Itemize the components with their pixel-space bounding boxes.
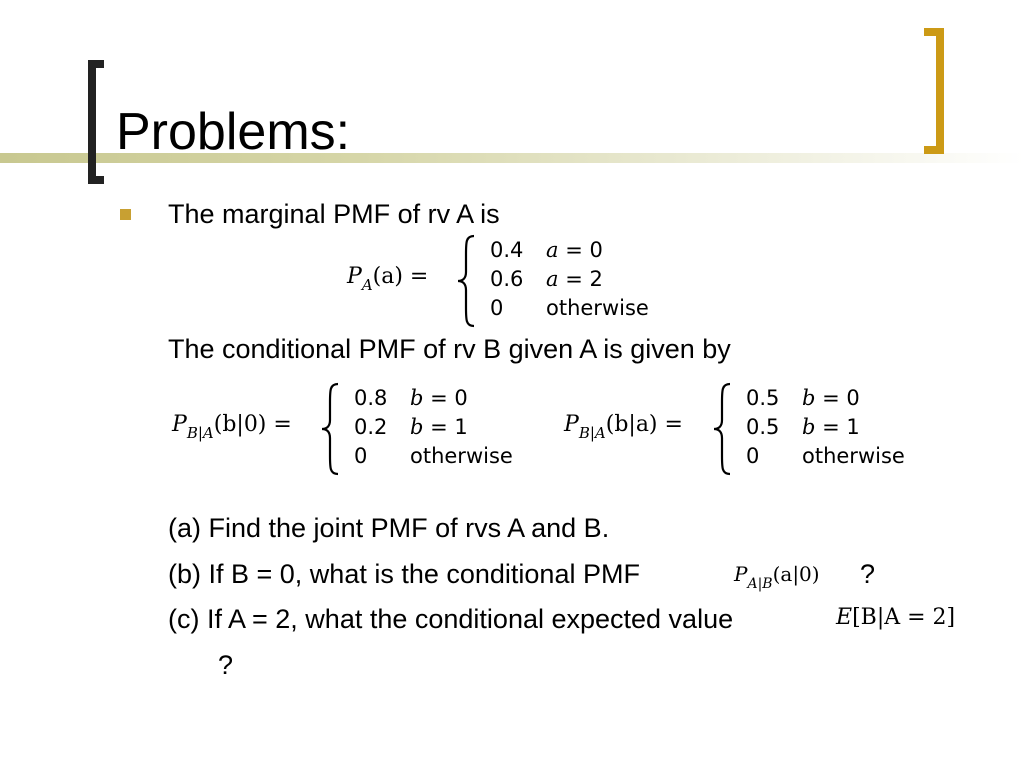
pa-row-value: 0.6 [490, 267, 524, 291]
pa-brace [456, 234, 478, 328]
pa-lhs [347, 264, 429, 294]
pba-lhs-arg: (b|a) = [605, 412, 683, 437]
pa-row-cond: = 2 [558, 267, 603, 291]
pa-row-var: a [546, 267, 559, 291]
pb0-row-var: b [410, 415, 424, 439]
pba-row-value: 0.5 [746, 386, 780, 410]
pb0-row-cond: = 1 [423, 415, 468, 439]
pba-brace [712, 382, 734, 476]
pba-row-var: b [802, 386, 816, 410]
pa-lhs-arg: (a) = [372, 264, 429, 289]
pba-row-cond: otherwise [802, 444, 905, 468]
pab-arg: (a|0) [772, 562, 820, 586]
pb0-row [354, 413, 513, 442]
question-c-text: (c) If A = 2, what the conditional expected value [168, 604, 734, 634]
pba-row-value: 0 [746, 444, 760, 468]
question-b-text: (b) If B = 0, what is the conditional PMF [168, 559, 640, 589]
pba-row [746, 442, 905, 471]
pb0-row-value: 0.8 [354, 386, 388, 410]
expected-arg: [B|A = 2] [852, 605, 956, 630]
pba-cases [746, 384, 905, 471]
pa-row-var: a [546, 238, 559, 262]
pa-row-cond: otherwise [546, 296, 649, 320]
slide-title: Problems: [116, 103, 351, 161]
pb0-row [354, 384, 513, 413]
pba-row-value: 0.5 [746, 415, 780, 439]
pa-lhs-sub: A [361, 276, 373, 294]
pb0-lhs-p: P [172, 412, 187, 437]
pb0-cases [354, 384, 513, 471]
right-bracket-decoration [924, 28, 944, 154]
expected-e: E [836, 605, 853, 630]
pb0-row [354, 442, 513, 471]
pba-row [746, 384, 905, 413]
pb0-lhs-sub: B|A [186, 424, 214, 442]
pab-sub: A|B [747, 576, 773, 592]
conditional-intro-text: The conditional PMF of rv B given A is given by [168, 334, 731, 364]
pb0-row-cond: = 0 [423, 386, 468, 410]
question-b-suffix: ? [860, 559, 876, 589]
pab-p: P [734, 562, 748, 586]
pb0-row-var: b [410, 386, 424, 410]
pa-row [490, 265, 649, 294]
pa-cases [490, 236, 649, 323]
question-a: (a) Find the joint PMF of rvs A and B. [168, 513, 610, 543]
pb0-row-cond: otherwise [410, 444, 513, 468]
pa-row [490, 294, 649, 323]
pb0-lhs-arg: (b|0) = [213, 412, 292, 437]
question-c-suffix: ? [218, 650, 234, 680]
bullet-square-icon [120, 209, 131, 220]
question-c-formula [836, 605, 955, 630]
pba-lhs-p: P [564, 412, 579, 437]
pa-row-cond: = 0 [558, 238, 603, 262]
pa-row [490, 236, 649, 265]
pba-row-cond: = 0 [815, 386, 860, 410]
intro-text: The marginal PMF of rv A is [168, 199, 500, 229]
pa-row-value: 0 [490, 296, 504, 320]
pba-lhs-sub: B|A [578, 424, 606, 442]
pb0-row-value: 0.2 [354, 415, 388, 439]
pb0-lhs [172, 412, 292, 442]
pa-lhs-p: P [347, 264, 362, 289]
pba-row-var: b [802, 415, 816, 439]
left-bracket-decoration [88, 60, 104, 184]
pba-row-cond: = 1 [815, 415, 860, 439]
pba-lhs [564, 412, 683, 442]
pb0-row-value: 0 [354, 444, 368, 468]
pba-row [746, 413, 905, 442]
question-b-formula [734, 562, 820, 592]
pb0-brace [320, 382, 342, 476]
pa-row-value: 0.4 [490, 238, 524, 262]
